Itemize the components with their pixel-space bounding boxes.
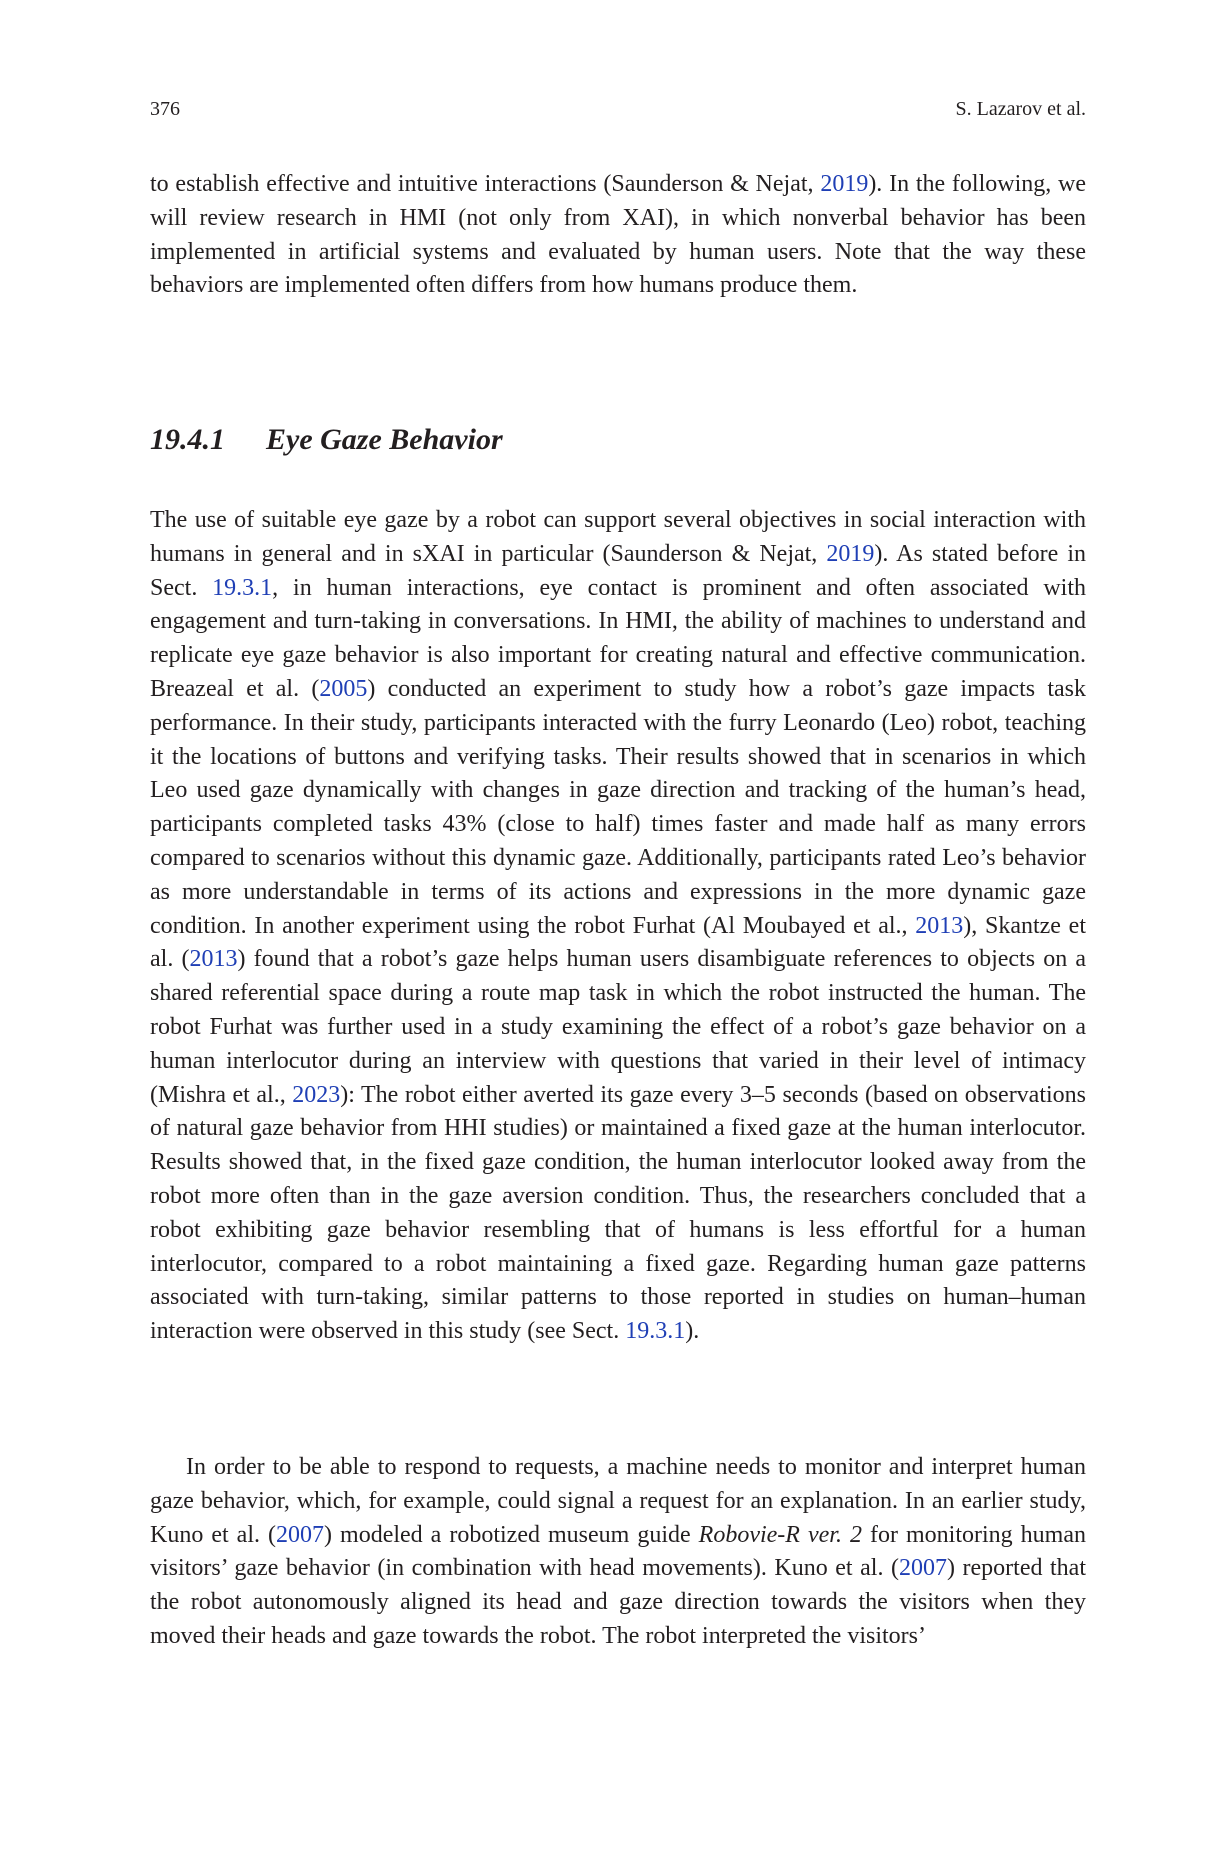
citation-link[interactable]: 2013 — [915, 912, 964, 939]
section-number: 19.4.1 — [150, 423, 225, 456]
citation-link[interactable]: 2007 — [276, 1521, 325, 1548]
body-paragraph-2 — [150, 1451, 1086, 1654]
citation-link[interactable]: 2023 — [292, 1081, 341, 1108]
running-head-authors: S. Lazarov et al. — [955, 98, 1086, 120]
section-reference-link[interactable]: 19.3.1 — [625, 1318, 686, 1345]
page-number: 376 — [150, 98, 180, 120]
citation-link[interactable]: 2007 — [898, 1555, 947, 1582]
section-title: Eye Gaze Behavior — [266, 423, 503, 456]
citation-link[interactable]: 2013 — [189, 946, 238, 973]
text-run: ) modeled a robotized museum guide — [324, 1521, 699, 1548]
text-run: ), Skantze et al. ( — [150, 912, 1086, 973]
text-run: In order to be able to respond to requests, a machine needs to monitor and interpret human gaze behavior, which, for example, could signal a request for an explanation. In an earlier study, Kuno et al. ( — [150, 1454, 1086, 1548]
text-run: ) reported that the robot autonomously aligned its head and gaze direction towards the visitors when they moved their heads and gaze towards the robot. The robot interpreted the visitors’ — [150, 1555, 1087, 1649]
text-run: The use of suitable eye gaze by a robot can support several objectives in social interaction with humans in general and in sXAI in particular (Saunderson & Nejat, — [150, 507, 1086, 567]
text-run: ) found that a robot’s gaze helps human users disambiguate references to objects on a shared referential space during a route map task in which the robot instructed the human. The robot Furhat was further used in a study examining the effect of a robot’s gaze behavior on a human interlocutor during an interview with questions that varied in their level of intimacy (Mishra et al., — [150, 946, 1087, 1108]
text-run: ). — [685, 1318, 700, 1345]
text-run: ): The robot either averted its gaze every 3–5 seconds (based on observations of natural gaze behavior from HHI studies) or maintained a fixed gaze at the human interlocutor. Results showed that, in the fixed gaze condition, the human interlocutor looked away from the robot more often than in the gaze aversion condition. Thus, the researchers concluded that a robot exhibiting gaze behavior resembling that of humans is less effortful for a human interlocutor, compared to a robot maintaining a fixed gaze. Regarding human gaze patterns associated with turn-taking, similar patterns to those reported in studies on human–human interaction were observed in this study (see Sect. — [150, 1081, 1087, 1345]
text-run: ) conducted an experiment to study how a robot’s gaze impacts task performance. In their study, participants interacted with the furry Leonardo (Leo) robot, teaching it the locations of buttons and verifying tasks. Their results showed that in scenarios in which Leo used gaze dynamically with changes in gaze direction and tracking of the human’s head, participants completed tasks 43% (close to half) times faster and made half as many errors compared to scenarios without this dynamic gaze. Additionally, participants rated Leo’s behavior as more understandable in terms of its actions and expressions in the more dynamic gaze condition. In another experiment using the robot Furhat (Al Moubayed et al., — [150, 675, 1086, 939]
body-paragraph-1 — [150, 504, 1086, 1349]
text-run: ). In the following, we will review research in HMI (not only from XAI), in which nonverbal behavior has been implemented in artificial systems and evaluated by human users. Note that the way these behaviors are implemented often differs from how humans produce them. — [150, 171, 1087, 299]
robot-name-italic: Robovie-R ver. 2 — [698, 1521, 862, 1548]
text-run: , in human interactions, eye contact is prominent and often associated with engagement and turn-taking in conversations. In HMI, the ability of machines to understand and replicate eye gaze behavior is also important for creating natural and effective communication. Breazeal et al. ( — [150, 574, 1086, 702]
text-run: to establish effective and intuitive interactions (Saunderson & Nejat, — [150, 171, 821, 197]
text-run: ). As stated before in Sect. — [150, 540, 1086, 601]
running-head — [150, 96, 1086, 122]
section-reference-link[interactable]: 19.3.1 — [212, 574, 273, 601]
citation-link[interactable]: 2019 — [826, 540, 875, 567]
section-heading — [150, 422, 503, 458]
text-run: for monitoring human visitors’ gaze behavior (in combination with head movements). Kuno et al. ( — [150, 1521, 1086, 1582]
citation-link[interactable]: 2005 — [319, 675, 368, 702]
intro-paragraph — [150, 168, 1086, 303]
citation-link[interactable]: 2019 — [820, 171, 869, 197]
